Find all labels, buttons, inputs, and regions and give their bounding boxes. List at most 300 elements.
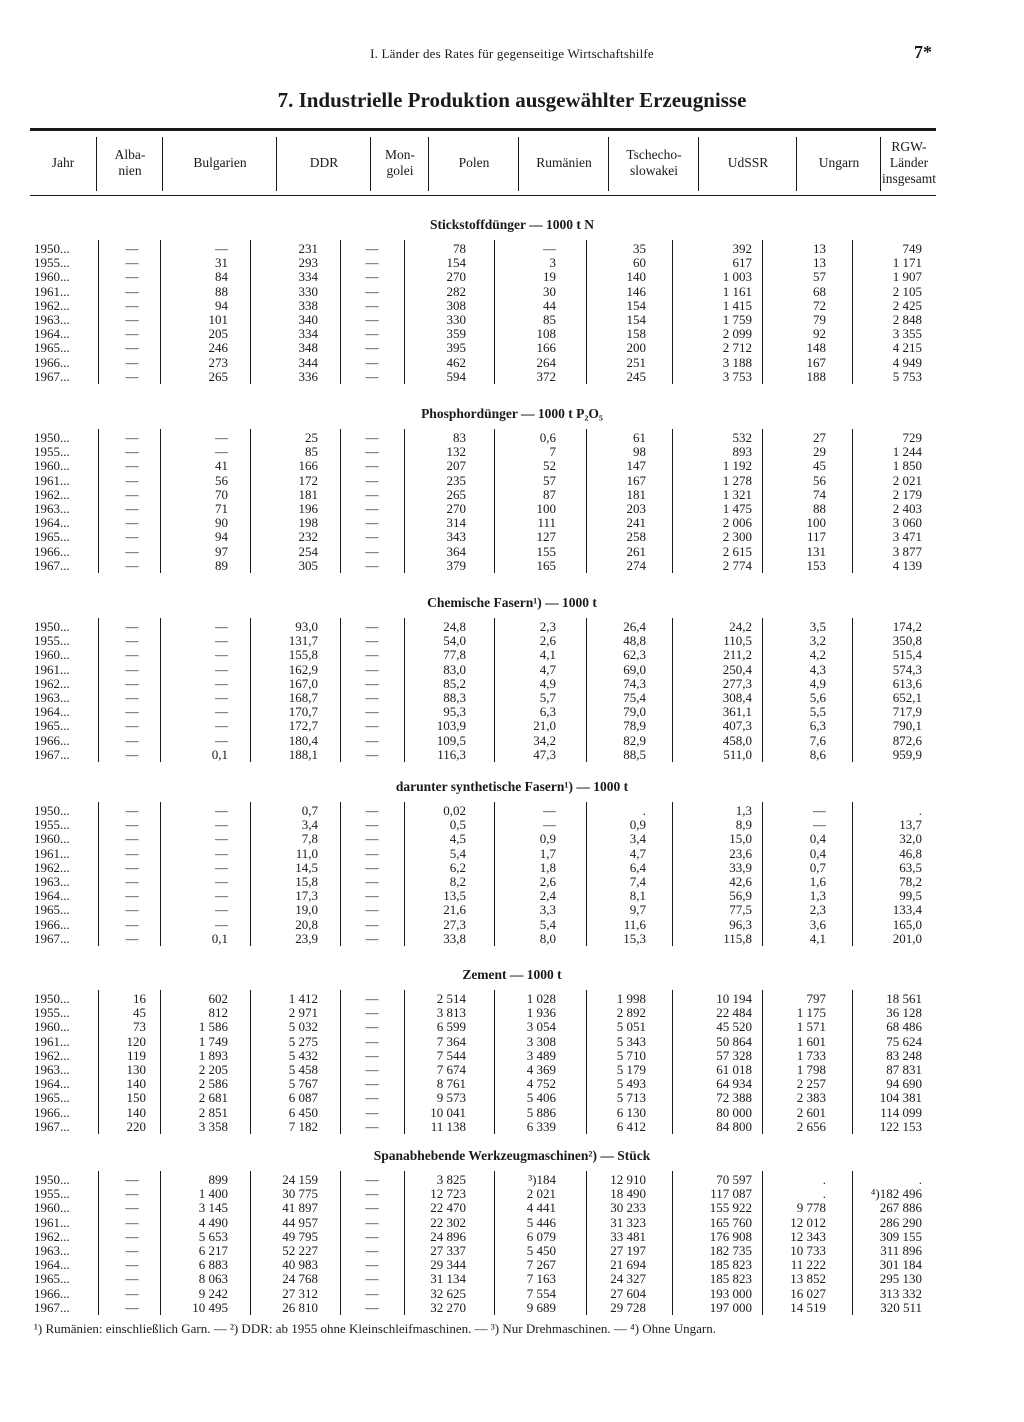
value-cell: — [125,543,139,559]
column-separator [250,618,251,762]
column-separator [672,990,673,1134]
value-cell: 305 [298,557,318,573]
value-cell: 235 [446,472,466,488]
column-separator [762,618,763,762]
table-row [0,875,1024,889]
value-cell: . [822,1172,826,1187]
value-cell: 42,6 [729,874,752,889]
value-cell: 5,6 [809,690,826,705]
table-row [0,1187,1024,1201]
value-cell: 12 343 [790,1228,826,1244]
value-cell: 72 [813,297,826,313]
column-separator [494,802,495,946]
value-cell: 34,2 [533,732,556,748]
value-cell: 1,7 [539,845,556,861]
column-separator [494,990,495,1134]
value-cell: 11 222 [790,1257,826,1273]
value-cell: — [365,1228,379,1244]
value-cell: — [215,718,228,734]
value-cell: 56 [215,472,228,488]
value-cell: 2,6 [539,633,556,649]
value-cell: 41 897 [282,1200,318,1216]
year-cell: 1960... [34,1019,70,1035]
value-cell: 174,2 [892,619,922,634]
value-cell: 5,4 [449,845,466,861]
value-cell: 273 [208,354,228,370]
year-cell: 1955... [34,1186,70,1202]
value-cell: 16 027 [790,1285,826,1301]
value-cell: 295 130 [879,1271,922,1287]
value-cell: 14 519 [790,1299,826,1315]
value-cell: 5 653 [198,1228,228,1244]
year-cell: 1955... [34,255,70,271]
value-cell: 4,3 [809,661,826,677]
value-cell: — [365,803,379,818]
value-cell: 5 713 [616,1090,646,1106]
year-cell: 1964... [34,515,70,531]
value-cell: 120 [126,1033,146,1049]
value-cell: 246 [208,340,228,356]
section-title: Phosphordünger — 1000 t P₂O₅ [421,406,603,421]
value-cell: 94 690 [886,1076,922,1092]
column-separator [98,618,99,762]
value-cell: 31 134 [430,1271,466,1287]
column-separator [404,240,405,384]
value-cell: 3 355 [892,326,922,342]
value-cell: 364 [446,543,466,559]
table-row [0,559,1024,573]
value-cell: — [543,817,556,833]
table-row [0,256,1024,270]
year-cell: 1967... [34,930,70,946]
value-cell: 85 [543,312,556,327]
value-cell: 231 [298,241,318,256]
value-cell: 96,3 [729,916,752,932]
value-cell: — [365,675,379,691]
value-cell: 277,3 [722,675,752,691]
year-cell: 1955... [34,444,70,460]
value-cell: 9 778 [796,1200,826,1216]
value-cell: 140 [126,1076,146,1092]
value-cell: — [125,557,139,573]
value-cell: 511,0 [723,746,752,762]
value-cell: 116,3 [437,746,466,762]
column-separator [494,618,495,762]
value-cell: 286 290 [879,1214,922,1230]
value-cell: 21 694 [610,1257,646,1273]
value-cell: 2 774 [722,557,752,573]
year-cell: 1967... [34,1118,70,1134]
header-separator [698,137,699,191]
table-row [0,620,1024,634]
value-cell: 181 [298,486,318,502]
column-separator [852,618,853,762]
column-separator [494,240,495,384]
header-separator [428,137,429,191]
value-cell: 79,0 [623,704,646,720]
value-cell: 165,0 [892,916,922,932]
value-cell: — [125,1271,139,1287]
year-cell: 1961... [34,283,70,299]
value-cell: 98 [633,444,646,460]
column-separator [404,429,405,573]
value-cell: 77,8 [443,647,466,663]
column-separator [98,1171,99,1315]
value-cell: 25 [305,430,318,445]
table-row [0,1091,1024,1105]
value-cell: 78,2 [899,874,922,889]
year-cell: 1964... [34,326,70,342]
value-cell: 308,4 [722,690,752,705]
value-cell: 1 161 [722,283,752,299]
value-cell: 94 [215,297,228,313]
value-cell: — [215,444,228,460]
value-cell: 602 [208,991,228,1006]
value-cell: 1 278 [722,472,752,488]
value-cell: 407,3 [722,718,752,734]
value-cell: 2 021 [892,472,922,488]
year-cell: 1963... [34,1243,70,1258]
value-cell: 251 [626,354,646,370]
value-cell: 148 [806,340,826,356]
year-cell: 1950... [34,991,70,1006]
value-cell: 70 597 [716,1172,752,1187]
value-cell: 27 312 [282,1285,318,1301]
column-header: RGW- Länder insgesamt [882,139,936,186]
value-cell: 314 [446,515,466,531]
value-cell: 5 753 [892,368,922,384]
column-separator [672,802,673,946]
table-row [0,1035,1024,1049]
value-cell: — [365,633,379,649]
column-separator [160,240,161,384]
value-cell: — [365,1076,379,1092]
value-cell: — [125,529,139,545]
value-cell: 2 851 [198,1104,228,1120]
value-cell: — [125,619,139,634]
value-cell: 749 [902,241,922,256]
value-cell: 95,3 [443,704,466,720]
value-cell: — [215,647,228,663]
value-cell: 458,0 [722,732,752,748]
value-cell: 9 573 [436,1090,466,1106]
table-row [0,1063,1024,1077]
value-cell: 64 934 [716,1076,752,1092]
value-cell: 162,9 [288,661,318,677]
value-cell: — [543,803,556,818]
value-cell: 5 051 [616,1019,646,1035]
value-cell: — [813,803,826,818]
table-row [0,705,1024,719]
value-cell: 2 656 [796,1118,826,1134]
footnote: ¹) Rumänien: einschließlich Garn. — ²) DDR: ab 1955 ohne Kleinschleifmaschinen. — ³) Nur Drehmaschinen. — ⁴) Ohne Ungarn. [34,1321,716,1336]
year-cell: 1961... [34,845,70,861]
value-cell: 6 599 [436,1019,466,1035]
value-cell: 3 145 [198,1200,228,1216]
value-cell: 83 248 [886,1047,922,1063]
value-cell: 0,7 [809,859,826,875]
value-cell: 10 194 [716,991,752,1006]
value-cell: 110,5 [723,633,752,649]
value-cell: — [365,902,379,918]
value-cell: 44 [543,297,556,313]
table-row [0,1272,1024,1286]
value-cell: 78,9 [623,718,646,734]
value-cell: 1 601 [796,1033,826,1049]
value-cell: 1,3 [735,803,752,818]
value-cell: — [125,1285,139,1301]
value-cell: 167 [806,354,826,370]
value-cell: 172,7 [288,718,318,734]
value-cell: 1,6 [809,874,826,889]
table-row [0,488,1024,502]
value-cell: 6 412 [616,1118,646,1134]
value-cell: — [125,916,139,932]
year-cell: 1950... [34,430,70,445]
value-cell: 1 003 [722,269,752,285]
value-cell: 88 [813,501,826,516]
value-cell: 36 128 [886,1005,922,1021]
value-cell: 103,9 [436,718,466,734]
page-number: 7* [914,42,932,62]
year-cell: 1963... [34,690,70,705]
value-cell: 790,1 [892,718,922,734]
column-separator [250,990,251,1134]
value-cell: 4 369 [526,1062,556,1077]
header-separator [796,137,797,191]
value-cell: — [365,430,379,445]
value-cell: 131,7 [288,633,318,649]
value-cell: 0,4 [809,845,826,861]
value-cell: 2 383 [796,1090,826,1106]
value-cell: — [125,354,139,370]
value-cell: — [215,661,228,677]
value-cell: 5 458 [288,1062,318,1077]
year-cell: 1965... [34,902,70,918]
value-cell: 13 [813,241,826,256]
value-cell: . [918,1172,922,1187]
value-cell: 56 [813,472,826,488]
table-row [0,734,1024,748]
value-cell: — [365,704,379,720]
value-cell: — [125,1200,139,1216]
value-cell: — [365,916,379,932]
value-cell: 3 060 [892,515,922,531]
value-cell: 232 [298,529,318,545]
value-cell: 83 [453,430,466,445]
year-cell: 1950... [34,619,70,634]
column-separator [494,429,495,573]
column-separator [404,802,405,946]
value-cell: 41 [215,458,228,474]
value-cell: — [365,859,379,875]
value-cell: 3 877 [892,543,922,559]
value-cell: 15,0 [729,831,752,847]
value-cell: 6 450 [288,1104,318,1120]
value-cell: 119 [126,1047,146,1063]
header-separator [880,137,881,191]
value-cell: — [215,675,228,691]
value-cell: — [125,430,139,445]
value-cell: 24,2 [729,619,752,634]
value-cell: — [365,1118,379,1134]
value-cell: 97 [215,543,228,559]
year-cell: 1967... [34,557,70,573]
value-cell: 117 087 [710,1186,752,1202]
value-cell: — [125,859,139,875]
value-cell: 158 [626,326,646,342]
value-cell: 0,7 [301,803,318,818]
value-cell: 108 [536,326,556,342]
value-cell: — [125,444,139,460]
value-cell: 2 300 [722,529,752,545]
section-title: darunter synthetische Fasern¹) — 1000 t [395,779,629,794]
value-cell: — [365,1005,379,1021]
value-cell: 140 [126,1104,146,1120]
value-cell: 45 520 [716,1019,752,1035]
column-separator [404,618,405,762]
value-cell: 72 388 [716,1090,752,1106]
header-bottom-rule [30,195,936,196]
value-cell: 13,5 [443,888,466,904]
table-row [0,1301,1024,1315]
value-cell: 2 712 [722,340,752,356]
value-cell: 93,0 [295,619,318,634]
value-cell: 207 [446,458,466,474]
value-cell: — [365,1047,379,1063]
table-row [0,502,1024,516]
year-cell: 1965... [34,340,70,356]
value-cell: 75,4 [623,690,646,705]
value-cell: 205 [208,326,228,342]
value-cell: 2 021 [526,1186,556,1202]
value-cell: 62,3 [623,647,646,663]
column-separator [586,1171,587,1315]
value-cell: — [365,619,379,634]
value-cell: 17,3 [295,888,318,904]
value-cell: 6,3 [809,718,826,734]
year-cell: 1962... [34,1047,70,1063]
value-cell: 140 [626,269,646,285]
value-cell: 40 983 [282,1257,318,1273]
value-cell: 2 105 [892,283,922,299]
value-cell: — [125,340,139,356]
value-cell: 1 586 [198,1019,228,1035]
value-cell: 7,4 [629,874,646,889]
value-cell: — [365,368,379,384]
value-cell: 4,2 [809,647,826,663]
value-cell: — [365,647,379,663]
year-cell: 1955... [34,633,70,649]
value-cell: — [125,1243,139,1258]
value-cell: — [365,1243,379,1258]
value-cell: — [365,1299,379,1315]
column-header-row [30,131,936,195]
column-separator [250,240,251,384]
value-cell: 652,1 [892,690,922,705]
table-row [0,663,1024,677]
value-cell: — [215,803,228,818]
value-cell: 3 489 [526,1047,556,1063]
value-cell: 181 [626,486,646,502]
value-cell: 717,9 [892,704,922,720]
value-cell: 154 [626,297,646,313]
column-separator [340,618,341,762]
value-cell: 19,0 [295,902,318,918]
value-cell: 4 490 [198,1214,228,1230]
column-header: Tschecho- slowakei [626,147,682,178]
value-cell: 282 [446,283,466,299]
value-cell: 99,5 [899,888,922,904]
column-header: Ungarn [818,155,860,170]
value-cell: 63,5 [899,859,922,875]
value-cell: 372 [536,368,556,384]
column-header: DDR [309,155,339,170]
table-row [0,270,1024,284]
value-cell: 33,8 [443,930,466,946]
year-cell: 1966... [34,543,70,559]
value-cell: 1 749 [198,1033,228,1049]
year-cell: 1967... [34,1299,70,1315]
value-cell: ⁴)182 496 [870,1186,922,1202]
column-separator [852,802,853,946]
value-cell: 309 155 [879,1228,922,1244]
column-header: Rumänien [536,155,592,170]
value-cell: 50 864 [716,1033,752,1049]
value-cell: — [365,874,379,889]
value-cell: 22 484 [716,1005,752,1021]
table-row [0,748,1024,762]
value-cell: — [365,543,379,559]
running-head: I. Länder des Rates für gegenseitige Wirtschaftshilfe [370,46,654,61]
value-cell: 132 [446,444,466,460]
value-cell: 27 337 [430,1243,466,1258]
value-cell: 100 [806,515,826,531]
value-cell: 201,0 [892,930,922,946]
value-cell: — [125,647,139,663]
value-cell: 5 450 [526,1243,556,1258]
value-cell: 8,2 [449,874,466,889]
value-cell: 115,8 [723,930,752,946]
year-cell: 1966... [34,1285,70,1301]
value-cell: 146 [626,283,646,299]
value-cell: 84 800 [716,1118,752,1134]
value-cell: — [125,1172,139,1187]
table-row [0,677,1024,691]
value-cell: 343 [446,529,466,545]
value-cell: 154 [446,255,466,271]
column-separator [762,429,763,573]
value-cell: 52 227 [282,1243,318,1258]
value-cell: 155 [536,543,556,559]
value-cell: 45 [133,1005,146,1021]
value-cell: 270 [446,269,466,285]
value-cell: 462 [446,354,466,370]
value-cell: — [215,874,228,889]
value-cell: 47,3 [533,746,556,762]
value-cell: 1 733 [796,1047,826,1063]
section-title: Spanabhebende Werkzeugmaschinen²) — Stück [373,1148,651,1163]
value-cell: 7 [549,444,556,460]
value-cell: — [365,1186,379,1202]
column-header: Mon- golei [385,147,415,178]
value-cell: — [215,732,228,748]
column-separator [160,802,161,946]
value-cell: — [365,1200,379,1216]
value-cell: 104 381 [879,1090,922,1106]
value-cell: — [365,354,379,370]
value-cell: 3 [549,255,556,271]
